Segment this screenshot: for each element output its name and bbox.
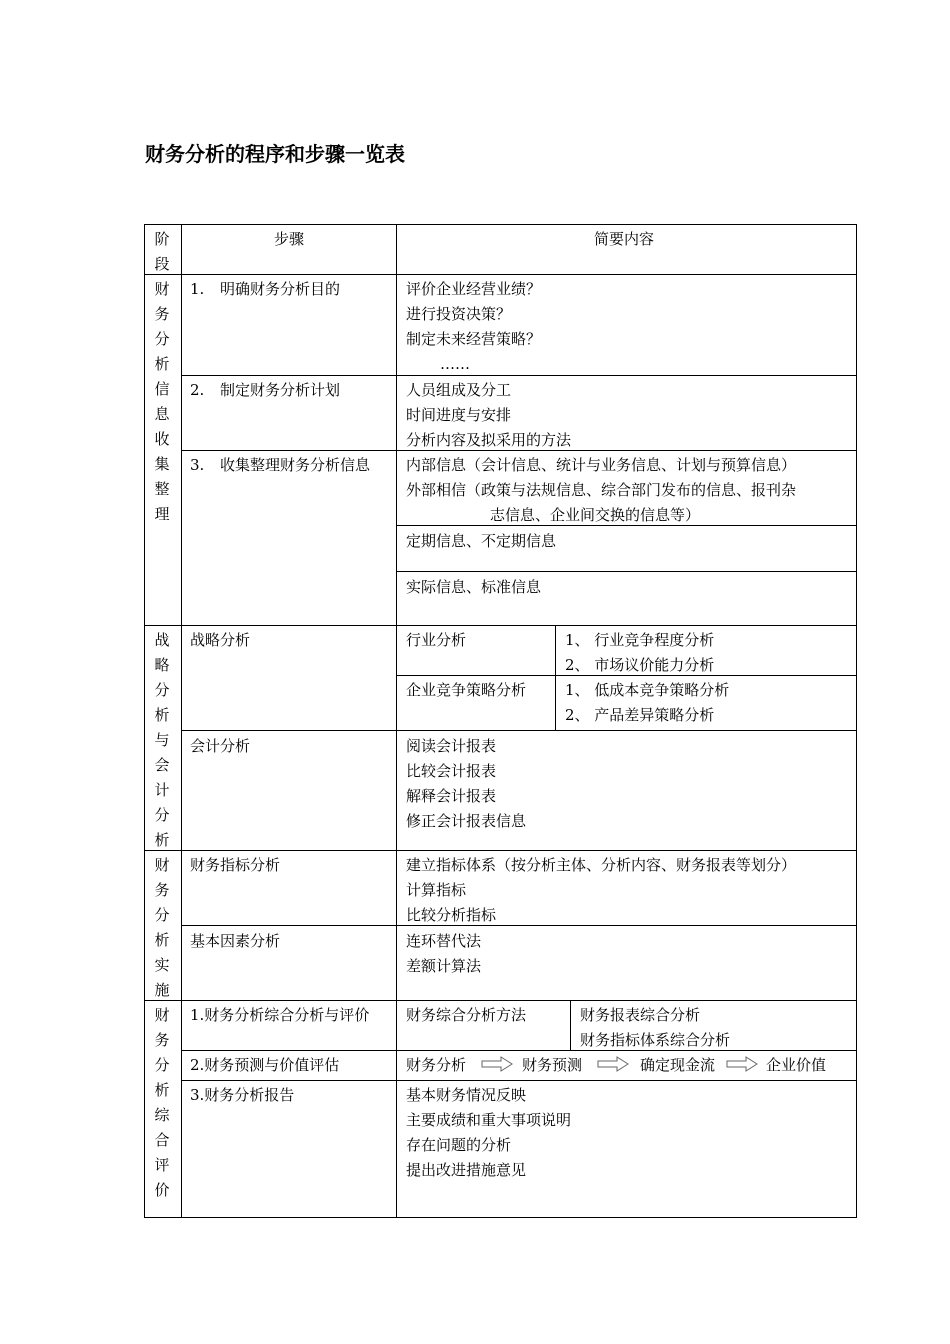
step-label: 基本因素分析 — [190, 932, 281, 950]
arrow-right-icon — [481, 1056, 513, 1072]
content-line: 阅读会计报表 — [406, 737, 497, 755]
content-line: 主要成绩和重大事项说明 — [406, 1111, 572, 1129]
step-label: 1.财务分析综合分析与评价 — [190, 1006, 370, 1024]
content-line: 比较分析指标 — [406, 906, 497, 924]
column-divider — [570, 1000, 571, 1050]
step-number: 3. — [190, 456, 205, 474]
flow-step: 财务分析 — [406, 1056, 467, 1074]
row-divider — [144, 850, 857, 851]
sub-label: 行业分析 — [406, 631, 467, 649]
table-border-top — [144, 224, 857, 225]
content-ellipsis: …… — [440, 355, 470, 373]
row-divider — [181, 730, 857, 731]
header-stage: 阶 段 — [154, 230, 170, 273]
table-border-bottom — [144, 1217, 857, 1218]
page-title: 财务分析的程序和步骤一览表 — [145, 142, 405, 166]
step-label: 制定财务分析计划 — [220, 381, 341, 399]
content-line: 解释会计报表 — [406, 787, 497, 805]
content-line: 差额计算法 — [406, 957, 482, 975]
sub-item: 1、 行业竞争程度分析 — [565, 631, 715, 649]
sub-item: 2、 产品差异策略分析 — [565, 706, 715, 724]
row-divider — [144, 1000, 857, 1001]
sub-label: 财务综合分析方法 — [406, 1006, 527, 1024]
row-divider — [181, 1080, 857, 1081]
arrow-right-icon — [726, 1056, 758, 1072]
content-line: 修正会计报表信息 — [406, 812, 527, 830]
step-label: 明确财务分析目的 — [220, 280, 341, 298]
content-line: 建立指标体系（按分析主体、分析内容、财务报表等划分） — [406, 856, 797, 874]
content-line: 志信息、企业间交换的信息等） — [490, 506, 701, 524]
sub-item: 2、 市场议价能力分析 — [565, 656, 715, 674]
step-label: 3.财务分析报告 — [190, 1086, 295, 1104]
header-step: 步骤 — [274, 230, 305, 248]
arrow-right-icon — [597, 1056, 629, 1072]
content-line: 基本财务情况反映 — [406, 1086, 527, 1104]
row-divider — [181, 1050, 857, 1051]
column-divider — [555, 625, 556, 730]
step-label: 会计分析 — [190, 737, 251, 755]
content-line: 定期信息、不定期信息 — [406, 532, 557, 550]
table-border-left — [144, 224, 145, 1217]
flow-step: 财务预测 — [522, 1056, 583, 1074]
content-line: 时间进度与安排 — [406, 406, 512, 424]
sub-item: 财务报表综合分析 — [580, 1006, 701, 1024]
content-line: 人员组成及分工 — [406, 381, 512, 399]
row-divider — [181, 375, 857, 376]
step-label: 2.财务预测与价值评估 — [190, 1056, 340, 1074]
header-content: 简要内容 — [594, 230, 655, 248]
content-line: 比较会计报表 — [406, 762, 497, 780]
content-line: 提出改进措施意见 — [406, 1161, 527, 1179]
sub-item: 财务指标体系综合分析 — [580, 1031, 731, 1049]
flow-step: 企业价值 — [766, 1056, 827, 1074]
content-line: 进行投资决策？ — [406, 305, 512, 323]
content-line: 计算指标 — [406, 881, 467, 899]
row-divider — [144, 625, 857, 626]
step-label: 战略分析 — [190, 631, 251, 649]
sub-item: 1、 低成本竞争策略分析 — [565, 681, 730, 699]
content-line: 分析内容及拟采用的方法 — [406, 431, 572, 449]
stage-label-info-collection: 财 务 分 析 信 息 收 集 整 理 — [154, 280, 170, 523]
table-border-right — [856, 224, 857, 1217]
step-number: 2. — [190, 381, 205, 399]
content-line: 存在问题的分析 — [406, 1136, 512, 1154]
flow-step: 确定现金流 — [640, 1056, 716, 1074]
row-divider — [396, 571, 857, 572]
step-label: 财务指标分析 — [190, 856, 281, 874]
step-number: 1. — [190, 280, 205, 298]
content-line: 实际信息、标准信息 — [406, 578, 542, 596]
content-line: 连环替代法 — [406, 932, 482, 950]
row-divider — [144, 274, 857, 275]
column-divider — [181, 224, 182, 1217]
content-line: 制定未来经营策略？ — [406, 330, 542, 348]
step-label: 收集整理财务分析信息 — [220, 456, 371, 474]
content-line: 内部信息（会计信息、统计与业务信息、计划与预算信息） — [406, 456, 797, 474]
content-line: 外部相信（政策与法规信息、综合部门发布的信息、报刊杂 — [406, 481, 797, 499]
stage-label-evaluation: 财 务 分 析 综 合 评 价 — [154, 1006, 170, 1199]
row-divider — [181, 925, 857, 926]
sub-label: 企业竞争策略分析 — [406, 681, 527, 699]
column-divider — [396, 224, 397, 1217]
stage-label-strategy-accounting: 战 略 分 析 与 会 计 分 析 — [154, 631, 170, 849]
stage-label-implementation: 财 务 分 析 实 施 — [154, 856, 170, 999]
content-line: 评价企业经营业绩？ — [406, 280, 542, 298]
